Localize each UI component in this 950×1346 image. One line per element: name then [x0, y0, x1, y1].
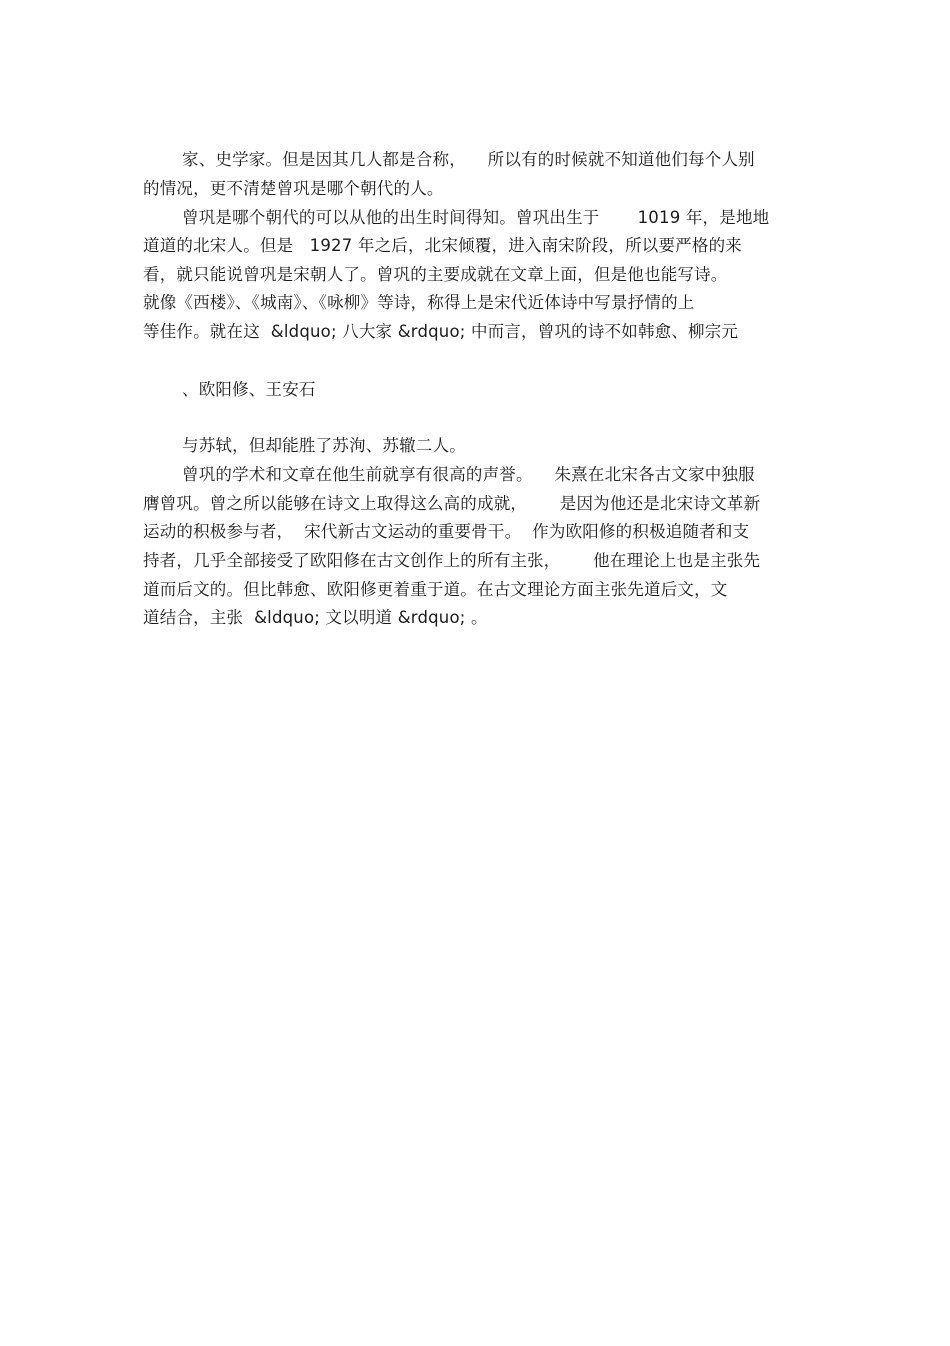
text-line: 家、史学家。但是因其几人都是合称， 所以有的时候就不知道他们每个人别 [182, 150, 755, 169]
text-line: 持者，几乎全部接受了欧阳修在古文创作上的所有主张， 他在理论上也是主张先 [143, 551, 761, 570]
text-line: 曾巩的学术和文章在他生前就享有很高的声誉。 朱熹在北宋各古文家中独服 [182, 465, 755, 484]
text-line: 道道的北宋人。但是 1927 年之后，北宋倾覆，进入南宋阶段，所以要严格的来 [143, 236, 742, 255]
text-line: 、欧阳修、王安石 [182, 380, 316, 399]
text-line: 就像《西楼》、《城南》、《咏柳》等诗，称得上是宋代近体诗中写景抒情的上 [143, 293, 695, 312]
text-line: 的情况，更不清楚曾巩是哪个朝代的人。 [143, 179, 444, 198]
text-line: 与苏轼，但却能胜了苏洵、苏辙二人。 [182, 436, 466, 455]
text-line: 道而后文的。但比韩愈、欧阳修更着重于道。在古文理论方面主张先道后文，文 [143, 580, 728, 599]
text-line: 看，就只能说曾巩是宋朝人了。曾巩的主要成就在文章上面，但是他也能写诗。 [143, 265, 728, 284]
text-line: 等佳作。就在这 &ldquo; 八大家 &rdquo; 中而言，曾巩的诗不如韩愈、柳宗元 [143, 322, 739, 341]
text-line: 运动的积极参与者， 宋代新古文运动的重要骨干。 作为欧阳修的积极追随者和支 [143, 522, 750, 541]
text-line: 道结合，主张 &ldquo; 文以明道 &rdquo; 。 [143, 608, 488, 627]
text-line: 曾巩是哪个朝代的可以从他的出生时间得知。曾巩出生于 1019 年，是地地 [182, 208, 770, 227]
text-line: 膺曾巩。曾之所以能够在诗文上取得这么高的成就， 是因为他还是北宋诗文革新 [143, 494, 761, 513]
